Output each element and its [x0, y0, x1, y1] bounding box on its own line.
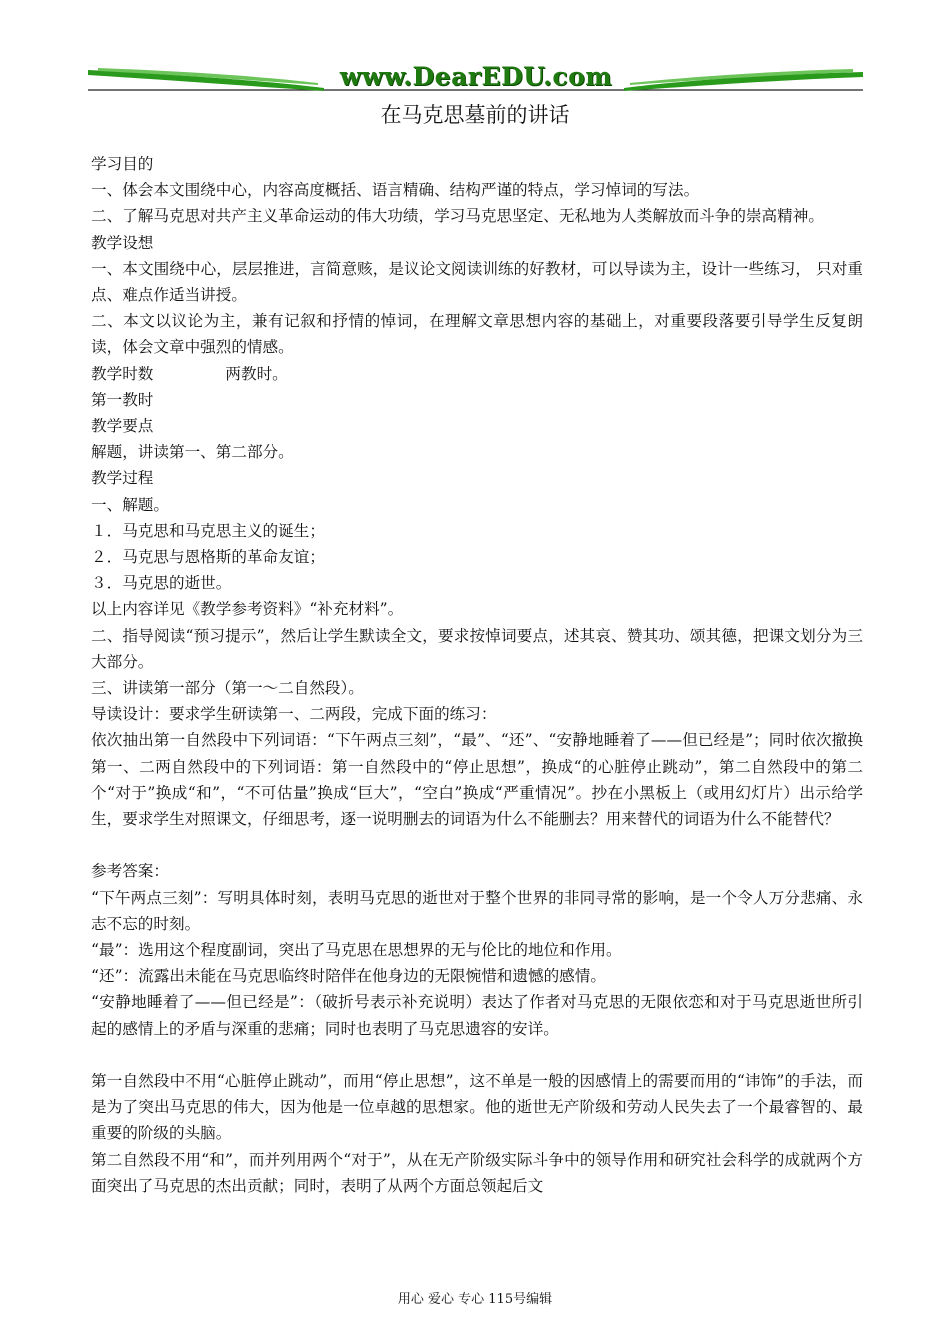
paragraph: 一、解题。 [91, 495, 169, 514]
class-hours-label: 教学时数 [91, 364, 154, 383]
paragraph: 以上内容详见《教学参考资料》“补充材料”。 [91, 600, 404, 619]
paragraph: 参考答案： [91, 862, 169, 881]
paragraph: 三、讲读第一部分（第一～二自然段）。 [91, 679, 364, 698]
class-hours-value: 两教时。 [225, 364, 288, 383]
paragraph: 教学要点 [91, 417, 154, 436]
paragraph: “安静地睡着了——但已经是”：（破折号表示补充说明）表达了作者对马克思的无限依恋和对于马克思逝世所引起的感情上的矛盾与深重的悲痛；同时也表明了马克思遗容的安详。 [91, 993, 863, 1038]
paragraph: 教学过程 [91, 469, 154, 488]
page-footer: 用心 爱心 专心 115号编辑 [397, 1292, 553, 1307]
blank-line [91, 1042, 863, 1068]
paragraph: “下午两点三刻”：写明具体时刻，表明马克思的逝世对于整个世界的非同寻常的影响，是一个令人万分悲痛、永志不忘的时刻。 [91, 888, 863, 933]
paragraph: 第一自然段中不用“心脏停止跳动”，而用“停止思想”，这不单是一般的因感情上的需要而用的“讳饰”的手法，而是为了突出马克思的伟大，因为他是一位卓越的思想家。他的逝世无产阶级和劳动人民失去了一个最睿智的、最重要的阶级的头脑。 [91, 1072, 863, 1143]
paragraph: 一、本文围绕中心，层层推进，言简意赅，是议论文阅读训练的好教材，可以导读为主，设计一些练习， 只对重点、难点作适当讲授。 [91, 259, 863, 305]
paragraph: 导读设计：要求学生研读第一、二两段，完成下面的练习： [91, 705, 497, 724]
paragraph: 二、本文以议论为主，兼有记叙和抒情的悼词，在理解文章思想内容的基础上，对重要段落要引导学生反复朗读，体会文章中强烈的情感。 [91, 312, 863, 357]
paragraph: “还”：流露出未能在马克思临终时陪伴在他身边的无限惋惜和遗憾的感情。 [91, 967, 606, 986]
paragraph: 二、了解马克思对共产主义革命运动的伟大功绩，学习马克思坚定、无私地为人类解放而斗争的崇高精神。 [91, 207, 824, 226]
paragraph: 学习目的 [91, 155, 154, 173]
paragraph: 依次抽出第一自然段中下列词语：“下午两点三刻”，“最”、“还”、“安静地睡着了——但已经是”；同时依次撤换第一、二两自然段中的下列词语：第一自然段中的“停止思想”，换成“的心脏停止跳动”，第二自然段中的第二个“对于”换成“和”，“不可估量”换成“巨大”，“空白”换成“严重情况”。抄在小黑板上（或用幻灯片）出示给学生，要求学生对照课文，仔细思考，逐一说明删去的词语为什么不能删去？用来替代的词语为什么不能替代？ [91, 731, 863, 829]
site-header-banner [88, 58, 863, 98]
paragraph: 一、体会本文围绕中心，内容高度概括、语言精确、结构严谨的特点，学习悼词的写法。 [91, 181, 700, 200]
list-item: ３．马克思的逝世。 [91, 574, 232, 593]
paragraph: 解题，讲读第一、第二部分。 [91, 443, 294, 462]
document-title: 在马克思墓前的讲话 [380, 103, 570, 127]
document-body [91, 151, 863, 1199]
list-item: ２．马克思与恩格斯的革命友谊； [91, 548, 325, 567]
paragraph: “最”：选用这个程度副词，突出了马克思在思想界的无与伦比的地位和作用。 [91, 941, 622, 960]
list-item: １．马克思和马克思主义的诞生； [91, 521, 325, 540]
paragraph: 第二自然段不用“和”，而并列用两个“对于”，从在无产阶级实际斗争中的领导作用和研究社会科学的成就两个方面突出了马克思的杰出贡献；同时，表明了从两个方面总领起后文 [91, 1150, 863, 1195]
paragraph: 第一教时 [91, 390, 154, 409]
class-hours-line [91, 361, 863, 387]
site-logo-text: www.DearEDU.com [339, 62, 613, 91]
paragraph: 二、指导阅读“预习提示”，然后让学生默读全文，要求按悼词要点，述其哀、赞其功、颂其德，把课文划分为三大部分。 [91, 626, 863, 671]
blank-line [91, 832, 863, 858]
paragraph: 教学设想 [91, 233, 154, 252]
